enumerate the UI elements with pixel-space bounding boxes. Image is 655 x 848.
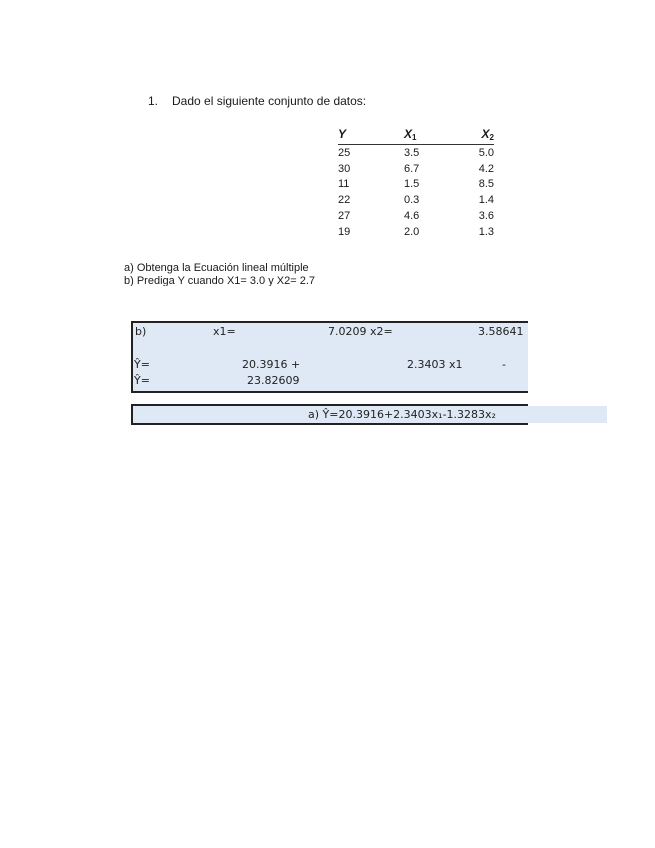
task-a: a) Obtenga la Ecuación lineal múltiple bbox=[124, 262, 309, 274]
task-b: b) Prediga Y cuando X1= 3.0 y X2= 2.7 bbox=[124, 275, 316, 286]
question-heading bbox=[148, 94, 366, 108]
coef1-variable: x1 bbox=[449, 358, 463, 371]
header-y: Y bbox=[338, 124, 404, 145]
minus-sign: - bbox=[502, 358, 506, 371]
prediction-result: 23.82609 bbox=[247, 374, 300, 387]
yhat-result-label: Ŷ= bbox=[134, 374, 150, 387]
question-text: Dado el siguiente conjunto de datos: bbox=[172, 94, 367, 108]
answer-b-box bbox=[131, 321, 528, 393]
x1-value: 7.0209 bbox=[328, 325, 367, 338]
table-row: 30 6.7 4.2 bbox=[338, 162, 494, 175]
x2-value: 3.58641 bbox=[478, 325, 524, 338]
yhat-label: Ŷ= bbox=[134, 358, 150, 371]
header-x1: $X_1$ bbox=[404, 124, 470, 145]
intercept-value: 20.3916 + bbox=[242, 358, 301, 371]
question-number: 1. bbox=[148, 94, 159, 108]
coef1-value: 2.3403 bbox=[407, 358, 446, 371]
x1-label: x1= bbox=[213, 325, 236, 338]
header-x2: $X_2$ bbox=[470, 124, 494, 145]
table-row: 19 2.0 1.3 bbox=[338, 225, 494, 238]
table-row: 25 3.5 5.0 bbox=[338, 146, 494, 159]
table-row: 11 1.5 8.5 bbox=[338, 178, 494, 191]
table-row: 22 0.3 1.4 bbox=[338, 194, 494, 207]
x2-label: x2= bbox=[370, 325, 393, 338]
table-header-row bbox=[338, 124, 494, 145]
answer-b-label: b) bbox=[135, 325, 147, 338]
table-row: 27 4.6 3.6 bbox=[338, 210, 494, 223]
data-table bbox=[338, 124, 494, 240]
answer-a-equation: a) Ŷ=20.3916+2.3403x₁-1.3283x₂ bbox=[308, 408, 496, 421]
